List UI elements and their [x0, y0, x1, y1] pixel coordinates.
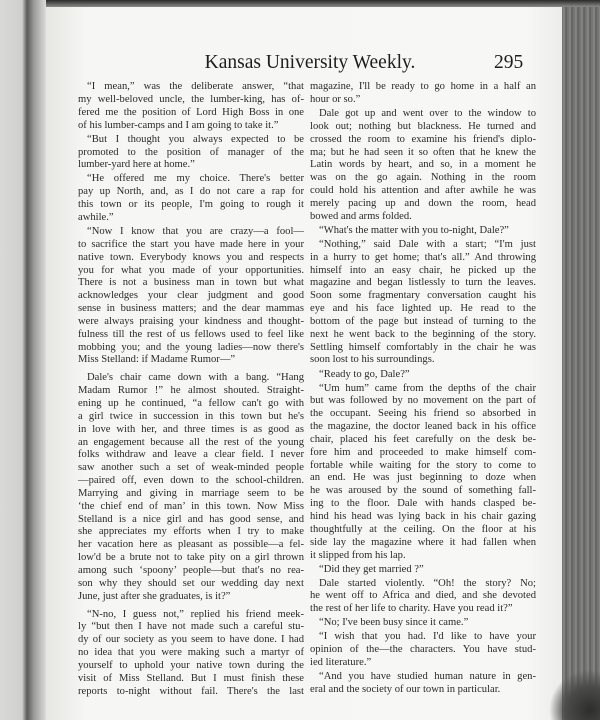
text-line: magazine and began listlessly to turn the leaves. [310, 277, 536, 289]
text-line: “Did they get married ?” [319, 563, 424, 575]
text-line: next he went back to the beginning of the story. [310, 328, 536, 340]
text-line: ‘the chief end of man’ in this town. Now Miss [78, 500, 304, 512]
text-line: low'd be a brute not to take pity on a girl thrown [78, 552, 304, 564]
paragraph [310, 81, 536, 107]
page-stack-edge [562, 7, 600, 720]
text-line: hour or so.” [310, 94, 361, 106]
text-line: eral and the society of our town in particular. [310, 683, 501, 695]
text-line: awhile.” [78, 212, 114, 223]
text-line: sense in business matters; and the dear mammas [78, 303, 304, 315]
text-line: the rest of her life to charity. Have you read it?” [310, 603, 513, 615]
text-line: “What's the matter with you to-night, Dale?” [319, 224, 509, 236]
right-column [310, 80, 536, 697]
text-line: June, just after she graduates, is it?” [78, 590, 231, 602]
text-line: look out; nothing but blackness. He turned and [310, 120, 536, 132]
text-line: was on the go again. Nothing in the room [310, 172, 536, 184]
text-line: mobbing you; and the young ladies—now there's [78, 341, 304, 353]
text-line: were always praising your kindness and thought- [78, 315, 304, 327]
text-line: dy of our society as you seem to have done. I had [78, 634, 304, 646]
paragraph [78, 173, 304, 224]
text-line: There is not a business man in town but what [78, 277, 304, 289]
text-line: reports to-night without fail. There's the last [78, 685, 304, 697]
text-line: ma; but he had seen it so often that he knew the [310, 146, 536, 158]
text-line: “And you have studied human nature in gen- [319, 671, 536, 683]
text-line: fore him and proceeded to make himself com- [310, 446, 536, 458]
running-title: Kansas University Weekly. [204, 52, 416, 73]
text-line: fulness till the rest of us fellows used to feel like [78, 328, 304, 340]
text-line: folks withdraw and leave a clear field. I never [78, 449, 304, 461]
text-line: her vacation here as pleasant as possible—a fel- [78, 539, 304, 551]
paragraph [310, 578, 536, 617]
text-line: Latin words by heart, and so, in a moment he [310, 159, 536, 171]
text-line: magazine, I'll be ready to go home in a half an [310, 81, 536, 93]
text-line: acknowledges your clear judgment and good [78, 290, 304, 302]
thumb-shadow [548, 670, 600, 720]
text-line: in love with her, and three times is as good as [78, 423, 304, 435]
text-line: she appreciates my efforts when I try to make [78, 526, 304, 538]
text-line: this town or its people, I'm going to rough it [78, 199, 304, 211]
text-line: in a hurry to get home; that's all.” And throwing [310, 251, 536, 263]
text-line: the magazine, the doctor leaned back in his office [310, 421, 536, 433]
left-column [78, 80, 304, 698]
text-line: bowed and arms folded. [310, 210, 412, 222]
text-line: opinion of the—the characters. You have stud- [310, 644, 536, 656]
text-line: fortable while waiting for the story to come to [310, 459, 536, 471]
text-line: Miss Stelland: if Madame Rumor—” [78, 354, 236, 366]
paragraph [310, 671, 536, 697]
text-line: fered me the position of Lord High Boss in one [78, 106, 304, 118]
paragraph [310, 369, 536, 382]
text-line: could hold his attention and after awhile he was [310, 185, 536, 197]
text-line: Dale started violently. “Oh! the story? No; [319, 577, 536, 589]
text-line: himself into an easy chair, he picked up the [310, 264, 536, 276]
text-line: Dale got up and went over to the window to [319, 108, 536, 120]
paragraph [310, 617, 536, 630]
text-line: of his lumber-camps and I am going to take it.” [78, 119, 279, 131]
paragraph [78, 226, 304, 367]
text-line: ied literature.” [310, 657, 372, 668]
text-line: it slipped from his lap. [310, 549, 406, 561]
text-line: an engagement because all the rest of the young [78, 436, 304, 448]
text-line: native town. Everybody knows you and respects [78, 251, 304, 263]
text-line: “N-no, I guess not,” replied his friend meek- [87, 608, 304, 620]
paragraph [78, 609, 304, 699]
text-line: no idea that you were making such a martyr of [78, 647, 304, 659]
text-line: he was aroused by the sound of something fall- [310, 485, 536, 497]
text-line: crossed the room to examine his friend's diplo- [310, 133, 536, 145]
page-number: 295 [494, 52, 524, 73]
text-line: Dale's chair came down with a bang. “Hang [87, 372, 304, 384]
text-line: eye and his face lighted up. He read to the [310, 303, 536, 315]
scanner-top-edge [0, 0, 600, 7]
text-line: Soon some fragmentary conversation caught his [310, 290, 536, 302]
text-line: you for what you made of your opportunities. [78, 264, 304, 276]
text-line: “I wish that you had. I'd like to have your [319, 631, 536, 643]
text-line: —paired off, even down to the school-children. [78, 475, 304, 487]
text-line: “Um hum” came from the depths of the chair [319, 382, 536, 394]
paragraph [310, 225, 536, 238]
text-line: lumber-yard here at home.” [78, 159, 195, 171]
text-line: “No; I've been busy since it came.” [319, 617, 469, 629]
text-line: bottom of the page but instead of turning to the [310, 315, 536, 327]
text-line: Settling himself comfortably in the chair he was [310, 341, 536, 353]
text-line: my well-beloved uncle, the lumber-king, has of- [78, 94, 304, 106]
text-line: ing to the floor. Dale with hands clasped be- [310, 498, 536, 510]
text-line: thoughtfully at the ceiling. On the floor at his [310, 523, 536, 535]
text-line: “Nothing,” said Dale with a start; “I'm just [319, 238, 536, 250]
paragraph [78, 372, 304, 603]
text-line: an end. He was just beginning to doze when [310, 472, 536, 484]
text-line: “But I thought you always expected to be [87, 133, 304, 145]
text-line: yourself to uphold your native town during the [78, 659, 304, 671]
text-line: “Ready to go, Dale?” [319, 368, 410, 380]
text-line: chair, placed his feet carefully on the desk be- [310, 433, 536, 445]
text-line: “I mean,” was the deliberate answer, “that [87, 81, 304, 93]
text-line: Stelland is a nice girl and has good sense, and [78, 513, 304, 525]
paragraph [78, 81, 304, 132]
text-line: ly “but then I have not made such a careful stu- [78, 621, 304, 633]
text-line: but was followed by no movement on the part of [310, 395, 536, 407]
text-line: ening up he continued, “a fellow can't go with [78, 398, 304, 409]
text-line: son why they should set our wedding day next [78, 577, 304, 589]
text-line: merely pacing up and down the room, head [310, 197, 536, 209]
paragraph [310, 564, 536, 577]
text-line: Madam Rumor !” he almost shouted. Straight- [78, 385, 304, 397]
text-line: the occupant. Seeing his friend so absorbed in [310, 408, 536, 420]
text-line: a girl twice in succession in this town but he's [78, 410, 304, 422]
text-line: visit of Miss Stelland. But I must finish these [78, 672, 304, 684]
text-line: hind his head was lying back in his chair gazing [310, 510, 536, 522]
paragraph [310, 108, 536, 224]
paragraph [310, 383, 536, 563]
text-line: he went off to Africa and died, and she devoted [310, 590, 536, 602]
text-line: among such ‘spoony’ people—but that's no rea- [78, 564, 304, 576]
paragraph [78, 134, 304, 173]
text-line: to sacrifice the start you have made here in your [78, 238, 304, 250]
paragraph [310, 631, 536, 670]
text-line: side lay the magazine where it had fallen when [310, 536, 536, 548]
text-line: Marrying and giving in marriage seem to be [78, 487, 304, 499]
text-line: pay up North, and, as I do not care a rap for [78, 186, 304, 198]
text-line: “Now I know that you are crazy—a fool— [87, 226, 304, 238]
text-line: saw another such a set of weak-minded people [78, 462, 304, 474]
book-gutter [0, 0, 46, 720]
text-line: “He offered me my choice. There's better [87, 173, 304, 185]
text-line: promoted to the position of manager of the [78, 146, 304, 158]
text-line: soon lost to his surroundings. [310, 354, 435, 366]
paragraph [310, 239, 536, 367]
